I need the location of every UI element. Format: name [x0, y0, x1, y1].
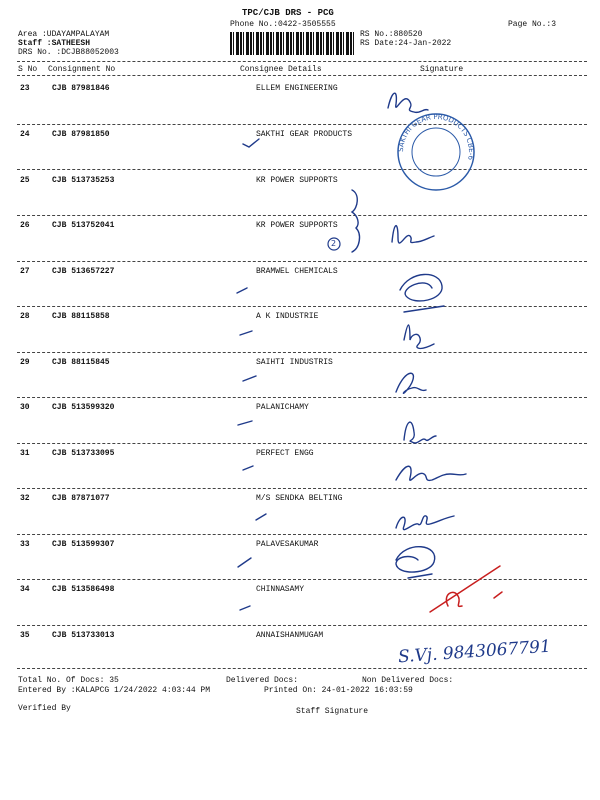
- signature: [400, 274, 444, 312]
- signature: [396, 466, 466, 480]
- col-consignment: Consignment No: [48, 65, 116, 74]
- page-number: Page No.:3: [508, 20, 557, 29]
- signature: [404, 325, 434, 349]
- signature: [396, 373, 426, 393]
- tick-mark-icon: [238, 558, 251, 567]
- signature: [396, 516, 454, 530]
- circled-number: 2: [331, 239, 337, 248]
- signature: [404, 422, 436, 443]
- printed-on: Printed On: 24-01-2022 16:03:59: [264, 686, 413, 695]
- entered-by: Entered By :KALAPCG 1/24/2022 4:03:44 PM: [18, 686, 211, 695]
- tick-mark-icon: [237, 288, 247, 293]
- handwritten-phone: S.Vj. 9843067791: [397, 636, 552, 668]
- signature-red: [430, 566, 502, 612]
- col-sno: S No: [18, 65, 38, 74]
- signature: [392, 226, 434, 243]
- col-signature: Signature: [420, 65, 464, 74]
- total-docs: Total No. Of Docs: 35: [18, 676, 119, 685]
- staff-signature-label: Staff Signature: [296, 707, 369, 716]
- rs-number: RS No.:880520: [360, 30, 423, 39]
- tick-mark-icon: [243, 139, 259, 147]
- delivered-docs: Delivered Docs:: [226, 676, 299, 685]
- col-consignee: Consignee Details: [240, 65, 322, 74]
- rs-date: RS Date:24-Jan-2022: [360, 39, 452, 48]
- svg-text:SAKTHI GEAR PRODUCTS CBE-6: SAKTHI GEAR PRODUCTS CBE-6: [396, 112, 476, 161]
- drs-number: DRS No. :DCJB88052003: [18, 48, 119, 57]
- tick-mark-icon: [238, 421, 252, 425]
- phone-number: Phone No.:0422-3505555: [230, 20, 336, 29]
- area-label: Area :UDAYAMPALAYAM: [18, 30, 110, 39]
- signature: [388, 93, 428, 112]
- staff-label: Staff :SATHEESH: [18, 39, 91, 48]
- footer-divider: [17, 668, 587, 669]
- tick-mark-icon: [243, 376, 256, 381]
- non-delivered-docs: Non Delivered Docs:: [362, 676, 454, 685]
- verified-by: Verified By: [18, 704, 71, 713]
- document-title: TPC/CJB DRS - PCG: [242, 8, 334, 18]
- tick-mark-icon: [256, 514, 266, 520]
- signature: [396, 547, 435, 578]
- company-stamp: [393, 112, 479, 192]
- tick-mark-icon: [243, 466, 253, 470]
- tick-mark-icon: [240, 606, 250, 610]
- brace-mark: [352, 190, 359, 252]
- tick-mark-icon: [240, 331, 252, 335]
